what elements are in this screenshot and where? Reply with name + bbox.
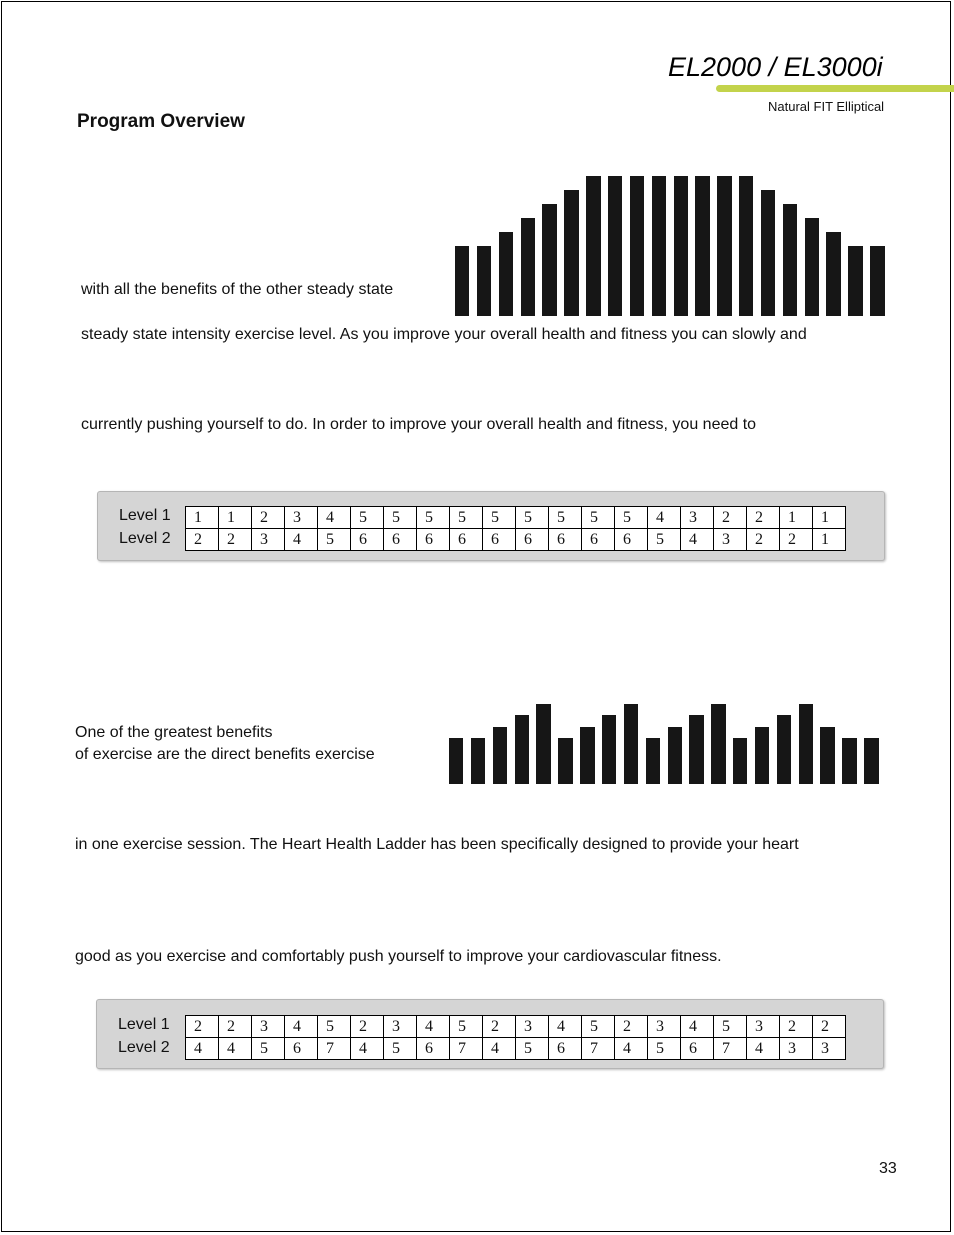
program1-level2-segment-13: 6: [582, 529, 615, 551]
program2-profile-bar-7: [580, 727, 594, 784]
program1-profile-bar-8: [608, 176, 622, 316]
program1-level2-segment-2: 2: [219, 529, 252, 551]
program1-level2-segment-14: 6: [615, 529, 648, 551]
program2-profile-bar-2: [471, 738, 485, 784]
program2-level2-label: Level 2: [118, 1039, 170, 1056]
program1-profile-bar-11: [674, 176, 688, 316]
program1-level2-segment-12: 6: [549, 529, 582, 551]
program2-level2-segment-20: 3: [813, 1038, 846, 1060]
program1-level1-segment-18: 2: [747, 507, 780, 529]
program1-text-line-1: with all the benefits of the other steady state: [81, 281, 394, 298]
program1-profile-graphic: [455, 176, 892, 316]
program1-level-panel: [97, 491, 885, 561]
program1-profile-bar-17: [805, 218, 819, 316]
program1-profile-bar-20: [870, 246, 884, 316]
program1-level1-segment-17: 2: [714, 507, 747, 529]
program2-profile-bar-15: [755, 727, 769, 784]
program1-level2-segment-19: 2: [780, 529, 813, 551]
program1-level-table: [185, 506, 846, 551]
program2-level2-segment-19: 3: [780, 1038, 813, 1060]
program1-level2-label: Level 2: [119, 530, 171, 547]
program2-text-line-4: good as you exercise and comfortably push yourself to improve your cardiovascular fitness.: [75, 948, 722, 965]
program2-level1-segment-13: 5: [582, 1016, 615, 1038]
program1-level2-segment-10: 6: [483, 529, 516, 551]
program1-level2-segment-5: 5: [318, 529, 351, 551]
program2-profile-bar-14: [733, 738, 747, 784]
program2-level2-segment-18: 4: [747, 1038, 780, 1060]
program2-level1-segment-12: 4: [549, 1016, 582, 1038]
program1-level1-segment-4: 3: [285, 507, 318, 529]
program2-level2-row: [186, 1038, 846, 1060]
program2-level2-segment-5: 7: [318, 1038, 351, 1060]
program1-profile-bar-14: [739, 176, 753, 316]
program1-text-line-2: steady state intensity exercise level. As you improve your overall health and fitness you can slowly and: [81, 326, 807, 343]
program2-profile-bar-18: [820, 727, 834, 784]
program2-profile-bar-1: [449, 738, 463, 784]
program1-profile-bar-9: [630, 176, 644, 316]
program1-level1-segment-14: 5: [615, 507, 648, 529]
program1-level1-segment-15: 4: [648, 507, 681, 529]
program2-profile-bar-8: [602, 715, 616, 784]
program2-profile-graphic: [449, 704, 886, 784]
program1-level2-segment-4: 4: [285, 529, 318, 551]
section-heading: Program Overview: [77, 111, 245, 132]
program2-profile-bar-9: [624, 704, 638, 784]
program1-level2-segment-3: 3: [252, 529, 285, 551]
program2-profile-bar-5: [536, 704, 550, 784]
program2-level2-segment-15: 5: [648, 1038, 681, 1060]
program1-level1-label: Level 1: [119, 507, 171, 524]
program2-level1-segment-8: 4: [417, 1016, 450, 1038]
program1-level2-segment-15: 5: [648, 529, 681, 551]
program2-level2-segment-7: 5: [384, 1038, 417, 1060]
program1-profile-bar-18: [826, 232, 840, 316]
program1-level2-segment-18: 2: [747, 529, 780, 551]
program2-level1-segment-19: 2: [780, 1016, 813, 1038]
program1-level2-segment-6: 6: [351, 529, 384, 551]
program1-level1-segment-13: 5: [582, 507, 615, 529]
program1-level2-row: [186, 529, 846, 551]
program1-level1-segment-12: 5: [549, 507, 582, 529]
program1-level1-segment-5: 4: [318, 507, 351, 529]
product-subtitle: Natural FIT Elliptical: [768, 99, 885, 114]
program1-text-line-3: currently pushing yourself to do. In order to improve your overall health and fitness, you need to: [81, 416, 757, 433]
program2-level-panel: [96, 999, 884, 1069]
program1-profile-bar-3: [499, 232, 513, 316]
program2-level1-segment-20: 2: [813, 1016, 846, 1038]
program1-level1-segment-16: 3: [681, 507, 714, 529]
program2-level1-segment-9: 5: [450, 1016, 483, 1038]
program2-text-line-2: of exercise are the direct benefits exercise: [75, 746, 375, 763]
program1-profile-bar-2: [477, 246, 491, 316]
program2-level2-segment-10: 4: [483, 1038, 516, 1060]
program2-profile-bar-10: [646, 738, 660, 784]
program2-profile-bar-12: [689, 715, 703, 784]
program2-profile-bar-16: [777, 715, 791, 784]
program2-level2-segment-6: 4: [351, 1038, 384, 1060]
program1-profile-bar-12: [695, 176, 709, 316]
program2-profile-bar-20: [864, 738, 878, 784]
model-title: EL2000 / EL3000i: [668, 52, 883, 82]
program2-profile-bar-19: [842, 738, 856, 784]
program2-level1-segment-5: 5: [318, 1016, 351, 1038]
accent-line: [716, 85, 954, 92]
program1-level1-segment-7: 5: [384, 507, 417, 529]
program1-profile-bar-7: [586, 176, 600, 316]
program1-level1-segment-3: 2: [252, 507, 285, 529]
program1-profile-bar-1: [455, 246, 469, 316]
program1-level2-segment-20: 1: [813, 529, 846, 551]
program1-level2-segment-17: 3: [714, 529, 747, 551]
program2-level1-segment-11: 3: [516, 1016, 549, 1038]
program2-text-line-3: in one exercise session. The Heart Health Ladder has been specifically designed to provide your heart: [75, 836, 799, 853]
program1-level2-segment-9: 6: [450, 529, 483, 551]
program2-level1-segment-1: 2: [186, 1016, 219, 1038]
program2-level1-segment-2: 2: [219, 1016, 252, 1038]
program1-level1-segment-11: 5: [516, 507, 549, 529]
program2-profile-bar-4: [515, 715, 529, 784]
program2-level1-label: Level 1: [118, 1016, 170, 1033]
program1-level1-segment-10: 5: [483, 507, 516, 529]
program2-level2-segment-16: 6: [681, 1038, 714, 1060]
program2-profile-bar-13: [711, 704, 725, 784]
program2-level2-segment-3: 5: [252, 1038, 285, 1060]
program1-level1-segment-19: 1: [780, 507, 813, 529]
program1-profile-bar-19: [848, 246, 862, 316]
program1-level1-row: [186, 507, 846, 529]
program2-level2-segment-14: 4: [615, 1038, 648, 1060]
program2-level2-segment-12: 6: [549, 1038, 582, 1060]
program2-level2-segment-1: 4: [186, 1038, 219, 1060]
program2-profile-bar-6: [558, 738, 572, 784]
page-number: 33: [879, 1160, 897, 1177]
program2-level1-segment-6: 2: [351, 1016, 384, 1038]
program1-level2-segment-7: 6: [384, 529, 417, 551]
program2-profile-bar-17: [799, 704, 813, 784]
program1-level1-segment-2: 1: [219, 507, 252, 529]
program1-profile-bar-10: [652, 176, 666, 316]
program2-level2-segment-4: 6: [285, 1038, 318, 1060]
program2-profile-bar-3: [493, 727, 507, 784]
program1-profile-bar-6: [564, 190, 578, 316]
program1-level1-segment-8: 5: [417, 507, 450, 529]
program1-level1-segment-6: 5: [351, 507, 384, 529]
program1-level2-segment-16: 4: [681, 529, 714, 551]
program1-level1-segment-20: 1: [813, 507, 846, 529]
program2-level2-segment-8: 6: [417, 1038, 450, 1060]
program1-profile-bar-16: [783, 204, 797, 316]
program1-level1-segment-9: 5: [450, 507, 483, 529]
program1-profile-bar-4: [521, 218, 535, 316]
program2-profile-bar-11: [668, 727, 682, 784]
program2-level1-segment-16: 4: [681, 1016, 714, 1038]
program2-level-table: [185, 1015, 846, 1060]
program2-level2-segment-9: 7: [450, 1038, 483, 1060]
program2-level1-segment-15: 3: [648, 1016, 681, 1038]
program1-profile-bar-5: [542, 204, 556, 316]
program2-level2-segment-17: 7: [714, 1038, 747, 1060]
program2-level1-segment-14: 2: [615, 1016, 648, 1038]
program2-level1-row: [186, 1016, 846, 1038]
program2-text-line-1: One of the greatest benefits: [75, 724, 273, 741]
program1-level1-segment-1: 1: [186, 507, 219, 529]
program2-level1-segment-3: 3: [252, 1016, 285, 1038]
program2-level2-segment-2: 4: [219, 1038, 252, 1060]
program2-level2-segment-11: 5: [516, 1038, 549, 1060]
program1-level2-segment-11: 6: [516, 529, 549, 551]
program2-level2-segment-13: 7: [582, 1038, 615, 1060]
program2-level1-segment-7: 3: [384, 1016, 417, 1038]
program2-level1-segment-10: 2: [483, 1016, 516, 1038]
program1-profile-bar-15: [761, 190, 775, 316]
program1-level2-segment-8: 6: [417, 529, 450, 551]
program2-level1-segment-17: 5: [714, 1016, 747, 1038]
program1-level2-segment-1: 2: [186, 529, 219, 551]
program1-profile-bar-13: [717, 176, 731, 316]
program2-level1-segment-4: 4: [285, 1016, 318, 1038]
program2-level1-segment-18: 3: [747, 1016, 780, 1038]
